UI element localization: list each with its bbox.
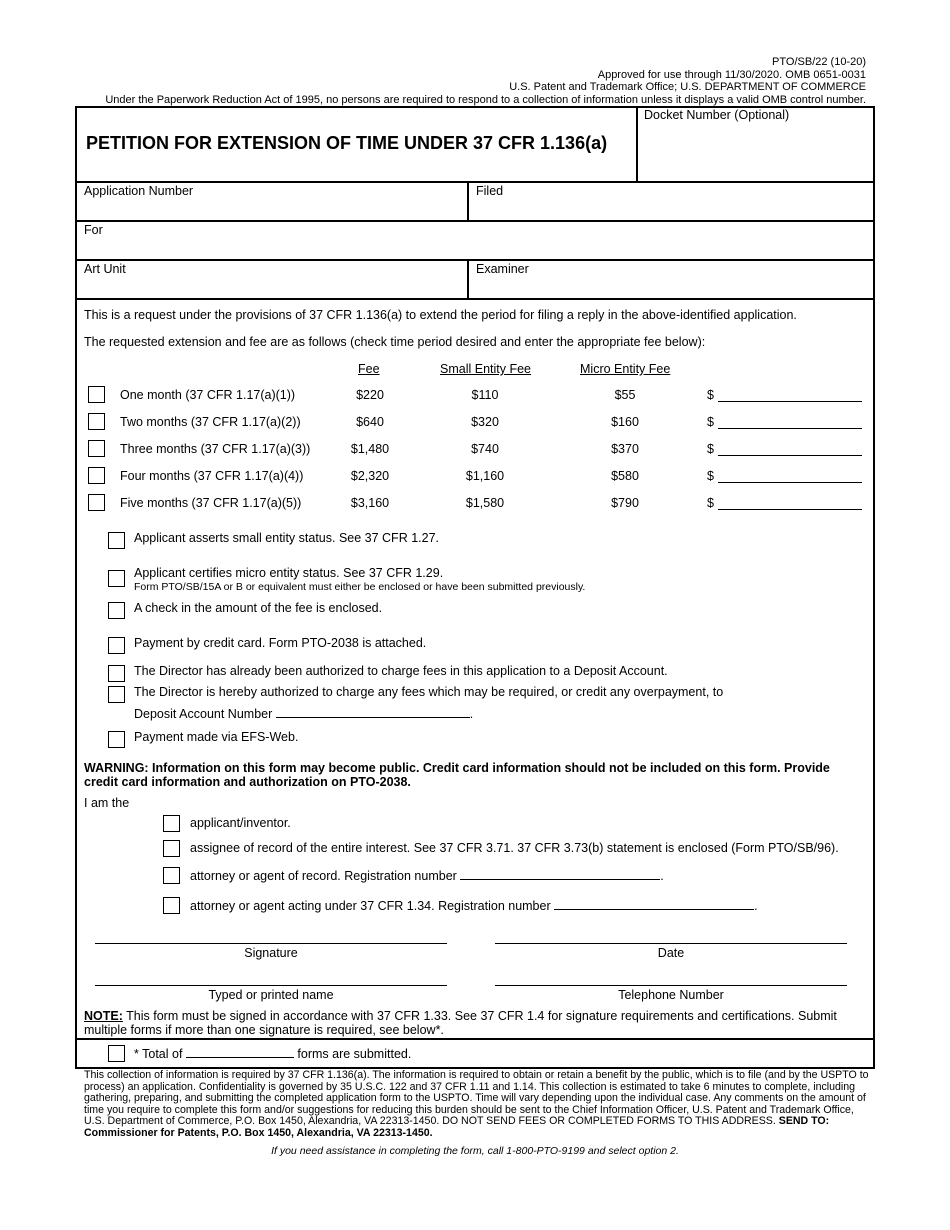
docket-number-label: Docket Number (Optional) xyxy=(644,108,790,122)
deposit-account-field[interactable] xyxy=(276,706,470,718)
fee-amount-field[interactable] xyxy=(718,401,862,402)
send-to: SEND TO: Commissioner for Patents, P.O. Box 1450, Alexandria, VA 22313-1450. xyxy=(84,1115,830,1139)
art-unit-field[interactable] xyxy=(84,276,464,296)
micro-entity-checkbox[interactable] xyxy=(108,570,125,587)
row-label: Two months (37 CFR 1.17(a)(2)) xyxy=(120,415,301,429)
row-label: One month (37 CFR 1.17(a)(1)) xyxy=(120,388,296,402)
attorney-134-label: attorney or agent acting under 37 CFR 1.34. Registration number xyxy=(190,899,551,913)
divider xyxy=(75,181,875,183)
form-id: PTO/SB/22 (10-20) xyxy=(772,56,866,68)
divider xyxy=(75,1038,875,1040)
row-label: Five months (37 CFR 1.17(a)(5)) xyxy=(120,496,302,510)
date-field[interactable] xyxy=(495,943,847,944)
dollar-sign: $ xyxy=(707,496,714,510)
iam-label: I am the xyxy=(84,796,130,810)
for-field[interactable] xyxy=(84,237,869,257)
efs-web-label: Payment made via EFS-Web. xyxy=(134,730,299,744)
registration-number-field[interactable] xyxy=(460,868,660,880)
examiner-label: Examiner xyxy=(476,262,529,276)
registration-number-field[interactable] xyxy=(554,898,754,910)
burden-text: This collection of information is required by 37 CFR 1.136(a). The information is required to obtain or retain a benefit by the public, which is to file (and by the USPTO to process) an application. Confidentiality is governed by 35 U.S.C. 122 and 37 CFR 1.11 and 1.14. This collection is estimated to take 6 minutes to complete, including gathering, preparing, and submitting the completed application form to the USPTO. Time will vary depending upon the individual case. Any comments on the amount of time you require to complete this form and/or suggestions for reducing this burden should be sent to the Chief Information Officer, U.S. Patent and Trademark Office, U.S. Department of Commerce, P.O. Box 1450, Alexandria, VA 22313-1450. DO NOT SEND FEES OR COMPLETED FORMS TO THIS ADDRESS. xyxy=(84,1069,869,1127)
small-fee-value: $320 xyxy=(471,415,499,429)
deposit-account-line: Deposit Account Number . xyxy=(134,707,474,721)
note-body: This form must be signed in accordance with 37 CFR 1.33. See 37 CFR 1.4 for signature requirements and certifications. Submit multiple forms if more than one signature is required, see below*. xyxy=(84,1009,837,1037)
printed-name-field[interactable] xyxy=(95,985,447,986)
agency-line: U.S. Patent and Trademark Office; U.S. DEPARTMENT OF COMMERCE xyxy=(509,81,866,93)
for-label: For xyxy=(84,223,103,237)
attorney-134-line: attorney or agent acting under 37 CFR 1.34. Registration number . xyxy=(190,899,758,913)
small-fee-value: $110 xyxy=(471,388,499,402)
attorney-134-checkbox[interactable] xyxy=(163,897,180,914)
application-number-field[interactable] xyxy=(84,198,464,218)
total-prefix: * Total of xyxy=(134,1047,183,1061)
total-forms-line xyxy=(134,1046,411,1061)
two-months-checkbox[interactable] xyxy=(88,413,105,430)
note-text xyxy=(84,1009,854,1037)
telephone-label: Telephone Number xyxy=(618,988,724,1002)
deposit-authorized-checkbox[interactable] xyxy=(108,665,125,682)
micro-fee-value: $370 xyxy=(611,442,639,456)
dollar-sign: $ xyxy=(707,469,714,483)
row-label: Four months (37 CFR 1.17(a)(4)) xyxy=(120,469,304,483)
divider xyxy=(636,106,638,183)
telephone-field[interactable] xyxy=(495,985,847,986)
dollar-sign: $ xyxy=(707,388,714,402)
credit-card-checkbox[interactable] xyxy=(108,637,125,654)
total-forms-checkbox[interactable] xyxy=(108,1045,125,1062)
small-entity-label: Applicant asserts small entity status. See 37 CFR 1.27. xyxy=(134,531,439,545)
paperwork-notice: Under the Paperwork Reduction Act of 1995, no persons are required to respond to a collection of information unless it displays a valid OMB control number. xyxy=(105,93,866,106)
credit-card-label: Payment by credit card. Form PTO-2038 is attached. xyxy=(134,636,427,650)
micro-fee-value: $580 xyxy=(611,469,639,483)
application-number-label: Application Number xyxy=(84,184,194,198)
micro-fee-value: $160 xyxy=(611,415,639,429)
applicant-checkbox[interactable] xyxy=(163,815,180,832)
check-enclosed-checkbox[interactable] xyxy=(108,602,125,619)
efs-web-checkbox[interactable] xyxy=(108,731,125,748)
signature-label: Signature xyxy=(244,946,298,960)
five-months-checkbox[interactable] xyxy=(88,494,105,511)
micro-fee-value: $55 xyxy=(614,388,636,402)
fee-value: $1,480 xyxy=(350,442,390,456)
four-months-checkbox[interactable] xyxy=(88,467,105,484)
divider xyxy=(467,181,469,222)
attorney-record-label: attorney or agent of record. Registration number xyxy=(190,869,457,883)
request-intro: This is a request under the provisions of 37 CFR 1.136(a) to extend the period for filing a reply in the above-identified application. xyxy=(84,308,797,322)
fee-value: $2,320 xyxy=(350,469,390,483)
fee-value: $640 xyxy=(356,415,384,429)
fee-header: Fee xyxy=(358,362,380,376)
date-label: Date xyxy=(657,946,685,960)
deposit-hereby-label: The Director is hereby authorized to charge any fees which may be required, or credit any overpayment, to xyxy=(134,685,724,699)
divider xyxy=(467,259,469,300)
docket-number-field[interactable] xyxy=(644,126,872,178)
small-fee-value: $740 xyxy=(471,442,499,456)
request-instructions: The requested extension and fee are as follows (check time period desired and enter the appropriate fee below): xyxy=(84,335,706,349)
check-enclosed-label: A check in the amount of the fee is enclosed. xyxy=(134,601,383,615)
burden-statement xyxy=(84,1070,874,1139)
assignee-label: assignee of record of the entire interest. See 37 CFR 3.71. 37 CFR 3.73(b) statement is enclosed (Form PTO/SB/96). xyxy=(190,841,839,855)
omb-approval: Approved for use through 11/30/2020. OMB 0651-0031 xyxy=(597,68,866,81)
deposit-authorized-label: The Director has already been authorized to charge fees in this application to a Deposit Account. xyxy=(134,664,668,678)
filed-field[interactable] xyxy=(476,198,871,218)
micro-entity-note: Form PTO/SB/15A or B or equivalent must either be enclosed or have been submitted previously. xyxy=(134,581,586,593)
deposit-hereby-checkbox[interactable] xyxy=(108,686,125,703)
art-unit-label: Art Unit xyxy=(84,262,126,276)
three-months-checkbox[interactable] xyxy=(88,440,105,457)
small-fee-value: $1,580 xyxy=(465,496,505,510)
fee-amount-field[interactable] xyxy=(718,428,862,429)
warning-text: WARNING: Information on this form may become public. Credit card information should not be included on this form. Provide credit card information and authorization on PTO-2038. xyxy=(84,761,830,789)
small-fee-value: $1,160 xyxy=(465,469,505,483)
total-forms-field[interactable] xyxy=(186,1046,294,1058)
note-prefix: NOTE: xyxy=(84,1009,123,1023)
attorney-record-line: attorney or agent of record. Registration number . xyxy=(190,869,664,883)
deposit-account-label: Deposit Account Number xyxy=(134,707,273,721)
small-entity-fee-header: Small Entity Fee xyxy=(440,362,532,376)
printed-name-label: Typed or printed name xyxy=(208,988,334,1002)
assignee-checkbox[interactable] xyxy=(163,840,180,857)
assistance-line: If you need assistance in completing the form, call 1-800-PTO-9199 and select option 2. xyxy=(271,1145,679,1157)
micro-entity-label: Applicant certifies micro entity status. See 37 CFR 1.29. xyxy=(134,566,444,580)
applicant-label: applicant/inventor. xyxy=(190,816,291,830)
one-month-checkbox[interactable] xyxy=(88,386,105,403)
fee-amount-field[interactable] xyxy=(718,455,862,456)
fee-value: $3,160 xyxy=(350,496,390,510)
form-title: PETITION FOR EXTENSION OF TIME UNDER 37 CFR 1.136(a) xyxy=(86,133,608,153)
divider xyxy=(75,259,875,261)
divider xyxy=(75,220,875,222)
divider xyxy=(75,298,875,300)
examiner-field[interactable] xyxy=(476,276,871,296)
attorney-record-checkbox[interactable] xyxy=(163,867,180,884)
signature-field[interactable] xyxy=(95,943,447,944)
fee-value: $220 xyxy=(356,388,384,402)
micro-fee-value: $790 xyxy=(611,496,639,510)
small-entity-checkbox[interactable] xyxy=(108,532,125,549)
micro-entity-fee-header: Micro Entity Fee xyxy=(580,362,671,376)
filed-label: Filed xyxy=(476,184,504,198)
dollar-sign: $ xyxy=(707,442,714,456)
fee-amount-field[interactable] xyxy=(718,482,862,483)
fee-amount-field[interactable] xyxy=(718,509,862,510)
dollar-sign: $ xyxy=(707,415,714,429)
total-suffix: forms are submitted. xyxy=(297,1047,412,1061)
row-label: Three months (37 CFR 1.17(a)(3)) xyxy=(120,442,311,456)
